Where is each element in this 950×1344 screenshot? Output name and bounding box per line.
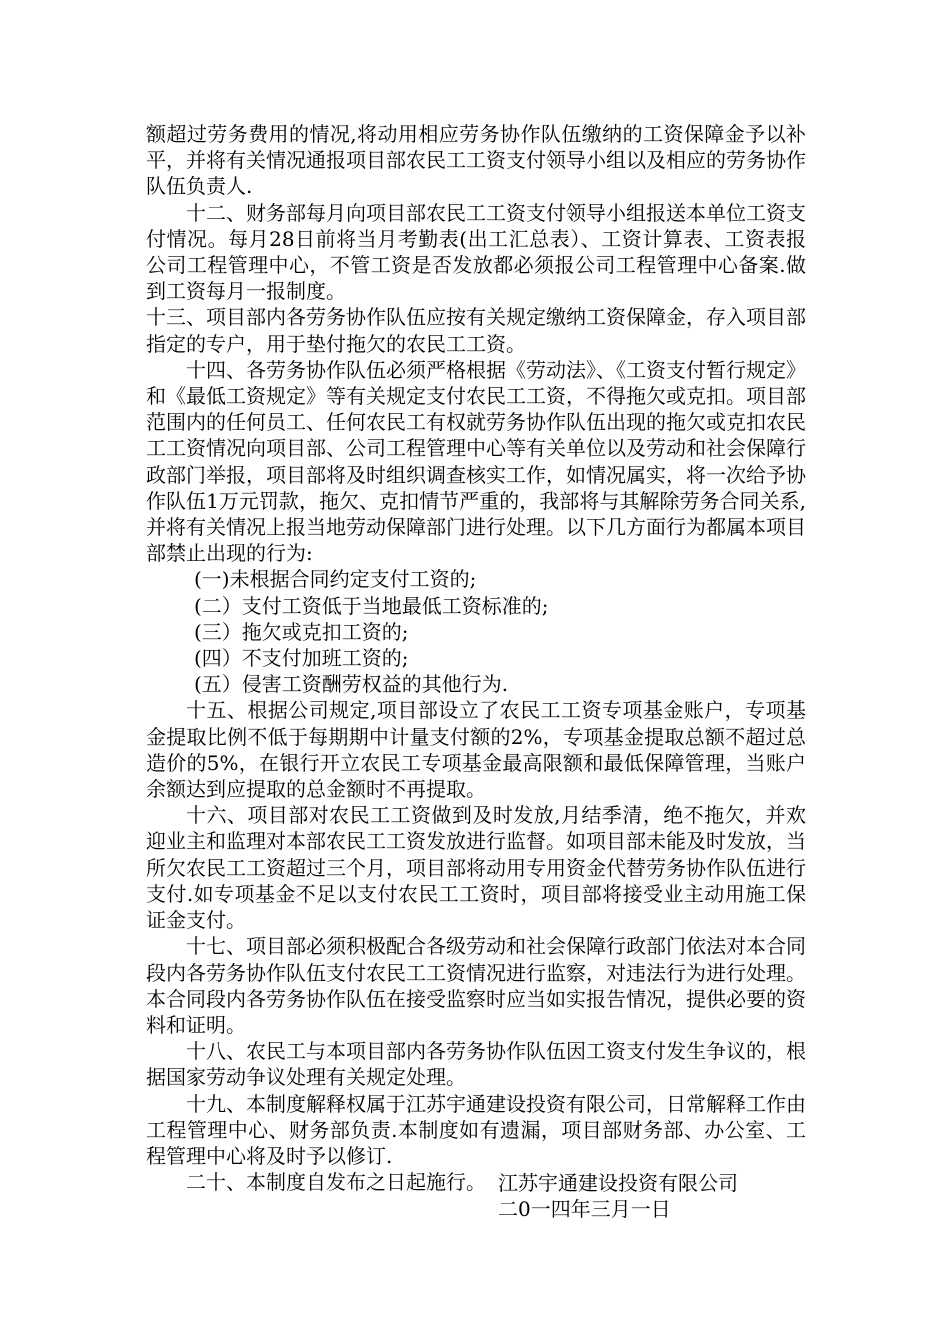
list-item-2: (二）支付工资低于当地最低工资标准的; <box>194 593 549 618</box>
list-item-4: (四）不支付加班工资的; <box>194 646 409 671</box>
paragraph-article-12: 十二、财务部每月向项目部农民工工资支付领导小组报送本单位工资支付情况。每月28日前将当月考勤表(出工汇总表）、工资计算表、工资表报公司工程管理中心，不管工资是否发放都必须报公司工程管理中心备案.做到工资每月一报制度。 <box>146 200 806 304</box>
document-body <box>146 121 806 1195</box>
paragraph-article-20: 二十、本制度自发布之日起施行。 <box>186 1170 486 1195</box>
paragraph-article-13: 十三、项目部内各劳务协作队伍应按有关规定缴纳工资保障金，存入项目部指定的专户，用于垫付拖欠的农民工工资。 <box>146 305 806 356</box>
list-item-3: (三）拖欠或克扣工资的; <box>194 619 409 644</box>
signature-date: 二0一四年三月一日 <box>498 1197 671 1221</box>
list-item-5: (五）侵害工资酬劳权益的其他行为. <box>194 672 509 697</box>
signature-company: 江苏宇通建设投资有限公司 <box>498 1171 738 1195</box>
paragraph-continuation: 额超过劳务费用的情况,将动用相应劳务协作队伍缴纳的工资保障金予以补平，并将有关情况通报项目部农民工工资支付领导小组以及相应的劳务协作队伍负责人. <box>146 122 806 199</box>
paragraph-article-15: 十五、根据公司规定,项目部设立了农民工工资专项基金账户，专项基金提取比例不低于每期期中计量支付额的2%，专项基金提取总额不超过总造价的5%，在银行开立农民工专项基金最高限额和最低保障管理，当账户余额达到应提取的总金额时不再提取。 <box>146 698 806 802</box>
paragraph-article-17: 十七、项目部必须积极配合各级劳动和社会保障行政部门依法对本合同段内各劳务协作队伍支付农民工工资情况进行监察，对违法行为进行处理。本合同段内各劳务协作队伍在接受监察时应当如实报告情况，提供必要的资料和证明。 <box>146 934 806 1037</box>
paragraph-article-18: 十八、农民工与本项目部内各劳务协作队伍因工资支付发生争议的，根据国家劳动争议处理有关规定处理。 <box>146 1039 806 1090</box>
paragraph-article-16: 十六、项目部对农民工工资做到及时发放,月结季清，绝不拖欠，并欢迎业主和监理对本部农民工工资发放进行监督。如项目部未能及时发放，当所欠农民工工资超过三个月，项目部将动用专用资金代替劳务协作队伍进行支付.如专项基金不足以支付农民工工资时，项目部将接受业主动用施工保证金支付。 <box>146 803 806 933</box>
paragraph-article-14: 十四、各劳务协作队伍必须严格根据《劳动法》、《工资支付暂行规定》和《最低工资规定》等有关规定支付农民工工资，不得拖欠或克扣。项目部范围内的任何员工、任何农民工有权就劳务协作队伍出现的拖欠或克扣农民工工资情况向项目部、公司工程管理中心等有关单位以及劳动和社会保障行政部门举报，项目部将及时组织调查核实工作，如情况属实，将一次给予协作队伍1万元罚款，拖欠、克扣情节严重的，我部将与其解除劳务合同关系,并将有关情况上报当地劳动保障部门进行处理。以下几方面行为都属本项目部禁止出现的行为: <box>146 357 806 566</box>
paragraph-article-19: 十九、本制度解释权属于江苏宇通建设投资有限公司，日常解释工作由工程管理中心、财务部负责.本制度如有遗漏，项目部财务部、办公室、工程管理中心将及时予以修订. <box>146 1091 806 1168</box>
signature-block <box>498 1170 798 1222</box>
list-item-1: (一)未根据合同约定支付工资的; <box>194 567 477 592</box>
